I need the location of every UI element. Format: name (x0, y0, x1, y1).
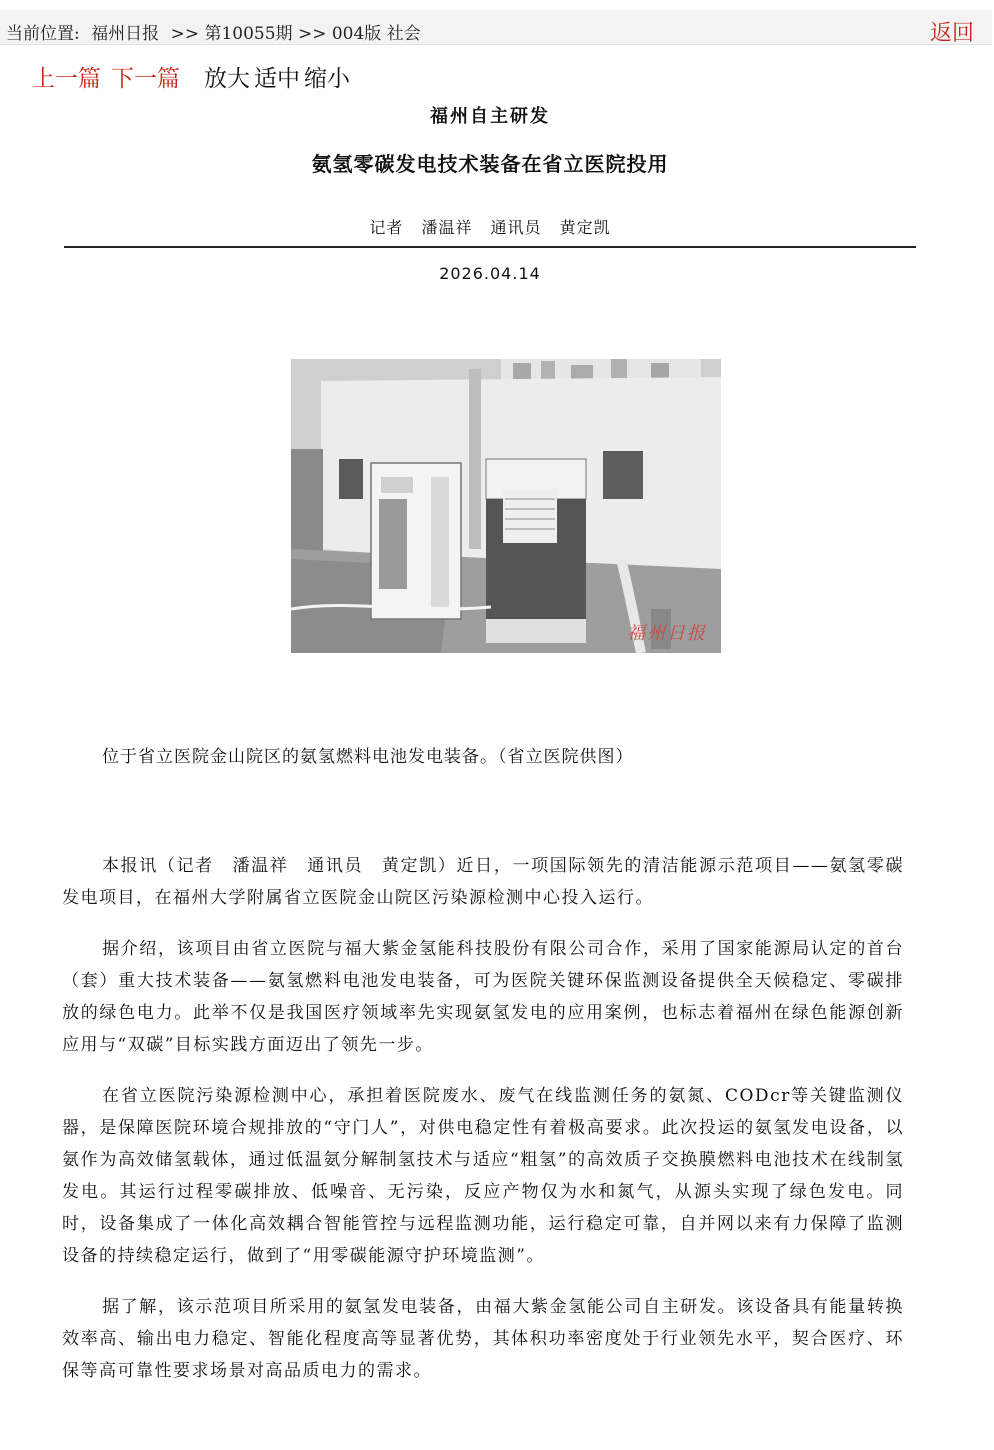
article-photo (291, 359, 721, 653)
article-date: 2026.04.14 (439, 264, 541, 283)
article-nav (32, 60, 354, 93)
next-article-link[interactable]: 下一篇 (111, 66, 180, 92)
photo-caption: 位于省立医院金山院区的氨氢燃料电池发电装备。（省立医院供图） (102, 747, 634, 767)
article-title: 氨氢零碳发电技术装备在省立医院投用 (311, 152, 669, 176)
top-breadcrumb-bar (0, 10, 992, 45)
zoom-out-link[interactable]: 缩小 (304, 66, 350, 92)
article-paragraph: 据介绍，该项目由省立医院与福大紫金氢能科技股份有限公司合作，采用了国家能源局认定的首台（套）重大技术装备——氨氢燃料电池发电装备，可为医院关键环保监测设备提供全天候稳定、零碳排放的绿色电力。此举不仅是我国医疗领域率先实现氨氢发电的应用案例，也标志着福州在绿色能源创新应用与“双碳”目标实践方面迈出了领先一步。 (62, 939, 904, 1055)
article-paragraph: 据了解，该示范项目所采用的氨氢发电装备，由福大紫金氢能公司自主研发。该设备具有能量转换效率高、输出电力稳定、智能化程度高等显著优势，其体积功率密度处于行业领先水平，契合医疗、环保等高可靠性要求场景对高品质电力的需求。 (62, 1297, 904, 1381)
back-link[interactable]: 返回 (929, 21, 974, 46)
zoom-fit-link[interactable]: 适中 (254, 66, 300, 92)
breadcrumb-paper-link[interactable]: 福州日报 (91, 24, 160, 44)
article-subtitle: 福州自主研发 (430, 106, 550, 127)
breadcrumb-page-link[interactable]: 004版 社会 (331, 24, 421, 44)
photo-watermark: 福州日报 (627, 623, 707, 644)
breadcrumb (6, 19, 421, 44)
zoom-in-link[interactable]: 放大 (204, 66, 250, 92)
prev-article-link[interactable]: 上一篇 (32, 66, 101, 92)
article-paragraph: 在省立医院污染源检测中心，承担着医院废水、废气在线监测任务的氨氮、CODcr等关键监测仪器，是保障医院环境合规排放的“守门人”，对供电稳定性有着极高要求。此次投运的氨氢发电设备，以氨作为高效储氢载体，通过低温氨分解制氢技术与适应“粗氢”的高效质子交换膜燃料电池技术在线制氢发电。其运行过程零碳排放、低噪音、无污染，反应产物仅为水和氮气，从源头实现了绿色发电。同时，设备集成了一体化高效耦合智能管控与远程监测功能，运行稳定可靠，自并网以来有力保障了监测设备的持续稳定运行，做到了“用零碳能源守护环境监测”。 (62, 1086, 904, 1266)
breadcrumb-separator: >> (170, 24, 200, 44)
article-paragraph: 本报讯（记者 潘温祥 通讯员 黄定凯）近日，一项国际领先的清洁能源示范项目——氨氢零碳发电项目，在福州大学附属省立医院金山院区污染源检测中心投入运行。 (62, 856, 904, 908)
breadcrumb-separator: >> (297, 24, 327, 44)
header-divider (64, 246, 916, 248)
location-label: 当前位置: (6, 24, 80, 44)
article-byline: 记者 潘温祥 通讯员 黄定凯 (369, 218, 611, 237)
article-body (62, 850, 904, 1406)
breadcrumb-issue-link[interactable]: 第10055期 (204, 24, 293, 44)
